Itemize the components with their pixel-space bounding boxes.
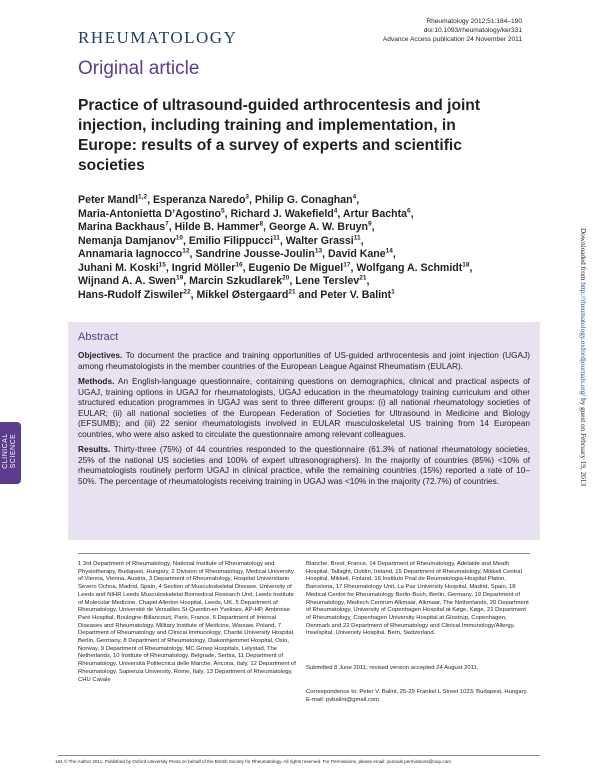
author-name: , Marcin Szkudlarek (183, 275, 283, 287)
affiliation-marker[interactable]: 11 (273, 233, 280, 241)
abstract-objectives (78, 350, 530, 371)
affiliation-divider (78, 553, 530, 554)
citation-line: Rheumatology 2012;51:184–190 (426, 18, 522, 25)
affiliation-marker[interactable]: 9 (368, 220, 372, 228)
article-type-heading: Original article (78, 58, 200, 79)
doi-line[interactable]: doi:10.1093/rheumatology/ker331 (423, 27, 522, 34)
publication-date-line: Advance Access publication 24 November 2011 (382, 36, 522, 43)
author-name: Peter Mandl (78, 194, 139, 206)
author-name: Nemanja Damjanov (78, 234, 176, 247)
author-name: Annamaria Iagnocco (78, 248, 183, 260)
author-name: , Walter Grassi (279, 234, 354, 247)
results-label: Results. (78, 444, 111, 454)
objectives-label: Objectives. (78, 350, 123, 360)
section-side-tab (0, 422, 21, 484)
author-name: Juhani M. Koski (78, 261, 159, 274)
objectives-text: To document the practice and training opportunities of US-guided arthrocentesis and joint injection (UGAJ) among rheumatologists in the member countries of the European League Against Rheumatism (EULAR). (78, 350, 530, 371)
side-tab-line2: SCIENCE (10, 433, 17, 469)
download-note (579, 228, 587, 678)
author-name: , Richard J. Wakefield (224, 207, 334, 220)
article-title: Practice of ultrasound-guided arthrocentesis and joint injection, including training and implementation, in Europe: results of a survey of experts and scientific societies (78, 97, 481, 174)
copyright-footer: © The Author 2011. Published by Oxford University Press on behalf of the British Society for Rheumatology. All rights reserved. For Permissions, please email: journals.permissions@oup.com (64, 759, 451, 764)
author-name: Wijnand A. A. Swen (78, 275, 176, 287)
abstract-body (78, 350, 530, 491)
citation-block (383, 17, 522, 44)
affiliation-marker[interactable]: 3 (245, 193, 250, 201)
affiliation-marker[interactable]: 5 (221, 206, 225, 214)
affiliation-marker[interactable]: 10 (175, 233, 183, 241)
results-text: Thirty-three (75%) of 44 countries responded to the questionnaire (61.3% of national rheumatology societies, 25% of the national US societies and 100% of expert ultrasonographers). In the majority of countries (85%) <10% of rheumatologists routinely perform UGAJ in clinical practice, while the remaining countries (15%) reported a rate of 10–50%. The percentage of rheumatologists receiving training in UGAJ was <10% in the majority (72.7%) of countries. (78, 444, 530, 486)
side-tab-line1: CLINICAL (2, 433, 9, 469)
author-name: , David Kane (322, 248, 386, 260)
abstract-results (78, 444, 530, 486)
author-name: , Wolfgang A. Schmidt (350, 261, 463, 274)
author-name: , Sandrine Jousse-Joulin (189, 248, 315, 260)
author-name: Marina Backhaus (78, 221, 166, 233)
affiliation-marker[interactable]: 21 (359, 274, 367, 282)
author-name: , Eugenio De Miguel (242, 261, 344, 274)
correspondence-note: Correspondence to: Peter V. Balint, 25-29 Frankel L Street 1023, Budapest, Hungary. E-mail: pvbalint@gmail.com (306, 689, 528, 703)
author-name: Hans-Rudolf Ziswiler (78, 288, 184, 301)
affiliation-marker[interactable]: 11 (353, 233, 361, 241)
author-list: Peter Mandl$^{1,2}$, Esperanza Naredo$^3$, Philip G. Conaghan$^4$, Maria-Antonietta D’Agostino$^5$, Richard J. Wakefield$^4$, Artur Bachta$^6$, Marina Backhaus$^7$, Hilde B. Hammer$^8$, George A. W. Bruyn$^9$, Nemanja Damjanov$^{10}$, Emilio Filippucci$^{11}$, Walter Grassi$^{11}$, Annamaria Iagnocco$^{12}$, Sandrine Jousse-Joulin$^{13}$, David Kane$^{14}$, Juhani M. Koski$^{15}$, Ingrid Möller$^{16}$, Eugenio De Miguel$^{17}$, Wolfgang A. Schmidt$^{18}$, Wijnand A. A. Swen$^{19}$, Marcin Szkudlarek$^{20}$, Lene Terslev$^{21}$, Hans-Rudolf Ziswiler$^{22}$, Mikkel Østergaard$^{21}$ and Peter V. Balint$^1$ (78, 193, 473, 301)
author-name: , Ingrid Möller (165, 261, 236, 274)
page-number: 184 (55, 759, 63, 764)
author-name: , Artur Bachta (337, 207, 408, 220)
affiliation-marker[interactable]: 7 (165, 220, 169, 228)
affiliation-marker[interactable]: 19 (176, 274, 184, 282)
download-prefix: Downloaded from (579, 228, 587, 283)
abstract-methods (78, 376, 530, 439)
affiliation-marker[interactable]: 4 (352, 193, 357, 201)
download-suffix: by guest on February 19, 2013 (579, 396, 587, 486)
author-name: , Mikkel Østergaard (190, 288, 289, 301)
author-name: , Emilio Filippucci (182, 234, 274, 247)
methods-label: Methods. (78, 376, 115, 386)
author-name: Maria-Antonietta D’Agostino (78, 207, 222, 220)
affiliation-marker[interactable]: 17 (343, 260, 351, 268)
author-name: , George A. W. Bruyn (263, 221, 369, 233)
author-name: , Hilde B. Hammer (168, 221, 260, 233)
author-name: , Lene Terslev (289, 275, 360, 287)
affiliation-marker[interactable]: 21 (288, 287, 296, 295)
affiliations-left: 1 3rd Department of Rheumatology, National Institute of Rheumatology and Physiotherapy, Budapest, Hungary, 2 Division of Rheumatology, Medical University of Vienna, Vienna, Austria, 3 Department of Rheumatology, Hospital Universitario Severo Ochoa, Madrid, Spain, 4 Section of Musculoskeletal Disease, University of Leeds and NIHR Leeds Musculoskeletal Biomedical Research Unit, Leeds Institute of Molecular Medicine, Chapel Allerton Hospital, Leeds, UK, 5 Department of Rheumatology, Université de Versailles St-Quentin-en Yvelines, AP-HP, Ambroise Paré Hospital, Boulogne-Billancourt, Paris, France, 6 Department of Internal Diseases and Rheumatology, Military Institute of Medicine, Warsaw, Poland, 7 Department of Rheumatology and Clinical Immunology, Charité University Hospital, Berlin, Germany, 8 Department of Rheumatology, Diakonhjemmet Hospital, Oslo, Norway, 9 Department of Rheumatology, MC Groep Hospitals, Lelystad, The Netherlands, 10 Institute of Rheumatology, Belgrade, Serbia, 11 Department of Rheumatology, Università Politecnica delle Marche, Ancona, Italy, 12 Department of Rheumatology, Sapienza University, Rome, Italy, 13 Department of Rheumatology, CHU Cavale (78, 561, 296, 683)
author-name: , Philip G. Conaghan (249, 194, 353, 206)
affiliation-marker[interactable]: 6 (407, 206, 411, 214)
affiliation-marker[interactable]: 15 (158, 260, 166, 268)
affiliation-marker[interactable]: 14 (385, 247, 393, 255)
author-name: , Esperanza Naredo (147, 194, 246, 206)
affiliation-marker[interactable]: 18 (462, 260, 470, 268)
footer-divider (58, 755, 540, 756)
affiliation-marker[interactable]: 13 (314, 247, 323, 255)
affiliation-marker[interactable]: 12 (182, 247, 190, 255)
affiliation-marker[interactable]: 1,2 (138, 193, 148, 201)
abstract-heading: Abstract (78, 331, 119, 343)
journal-link[interactable]: http://rheumatology.oxfordjournals.org/ (579, 282, 587, 397)
affiliation-marker[interactable]: 1 (391, 287, 395, 295)
author-name: and Peter V. Balint (295, 288, 392, 301)
affiliation-marker[interactable]: 8 (259, 220, 264, 228)
affiliation-marker[interactable]: 20 (282, 274, 290, 282)
methods-text: An English-language questionnaire, containing questions on demographics, clinical and practical aspects of UGAJ, training options in UGAJ for rheumatologists, UGAJ education in the rheumatology training curriculum and other structured education programmes in UGAJ was sent to three different groups: (i) all national rheumatology societies of EULAR; (ii) all national societies of the European Federation of Societies for Ultrasound in Medicine and Biology (EFSUMB); and (iii) 22 senior rheumatologists involved in EULAR musculoskeletal US training from 14 European countries, who were also asked to circulate the questionnaire among relevant colleagues. (78, 376, 530, 439)
affiliation-marker[interactable]: 16 (235, 260, 243, 268)
side-tab-label (2, 422, 18, 480)
affiliation-marker[interactable]: 22 (183, 287, 191, 295)
journal-logo: RHEUMATOLOGY (78, 28, 238, 47)
affiliation-marker[interactable]: 4 (333, 206, 338, 214)
submission-dates: Submitted 8 June 2011; revised version accepted 24 August 2011. (306, 665, 479, 671)
affiliations-right: Blanche, Brest, France, 14 Department of Rheumatology, Adelaide and Meath Hospital, Tallaght, Dublin, Ireland, 15 Department of Rheumatology, Mikkeli Central Hospital, Mikkeli, Finland, 16 Instituto Poal de Reumatologia-Hospital Platon, Barcelona, 17 Rheumatology Unit, La Paz University Hospital, Madrid, Spain, 18 Medical Centre for Rheumatology Berlin-Buch, Berlin, Germany, 19 Department of Rheumatology, Medisch Centrum Alkmaar, Alkmaar, The Netherlands, 20 Department of Rheumatology, University of Copenhagen Hospital at Køge, Køge, 21 Department of Rheumatology, Copenhagen University Hospital at Glostrup, Copenhagen, Denmark and 22 Department of Rheumatology and Clinical Immunology/Allergy, Inselspital, University Hospital, Bern, Switzerland. (306, 561, 529, 637)
